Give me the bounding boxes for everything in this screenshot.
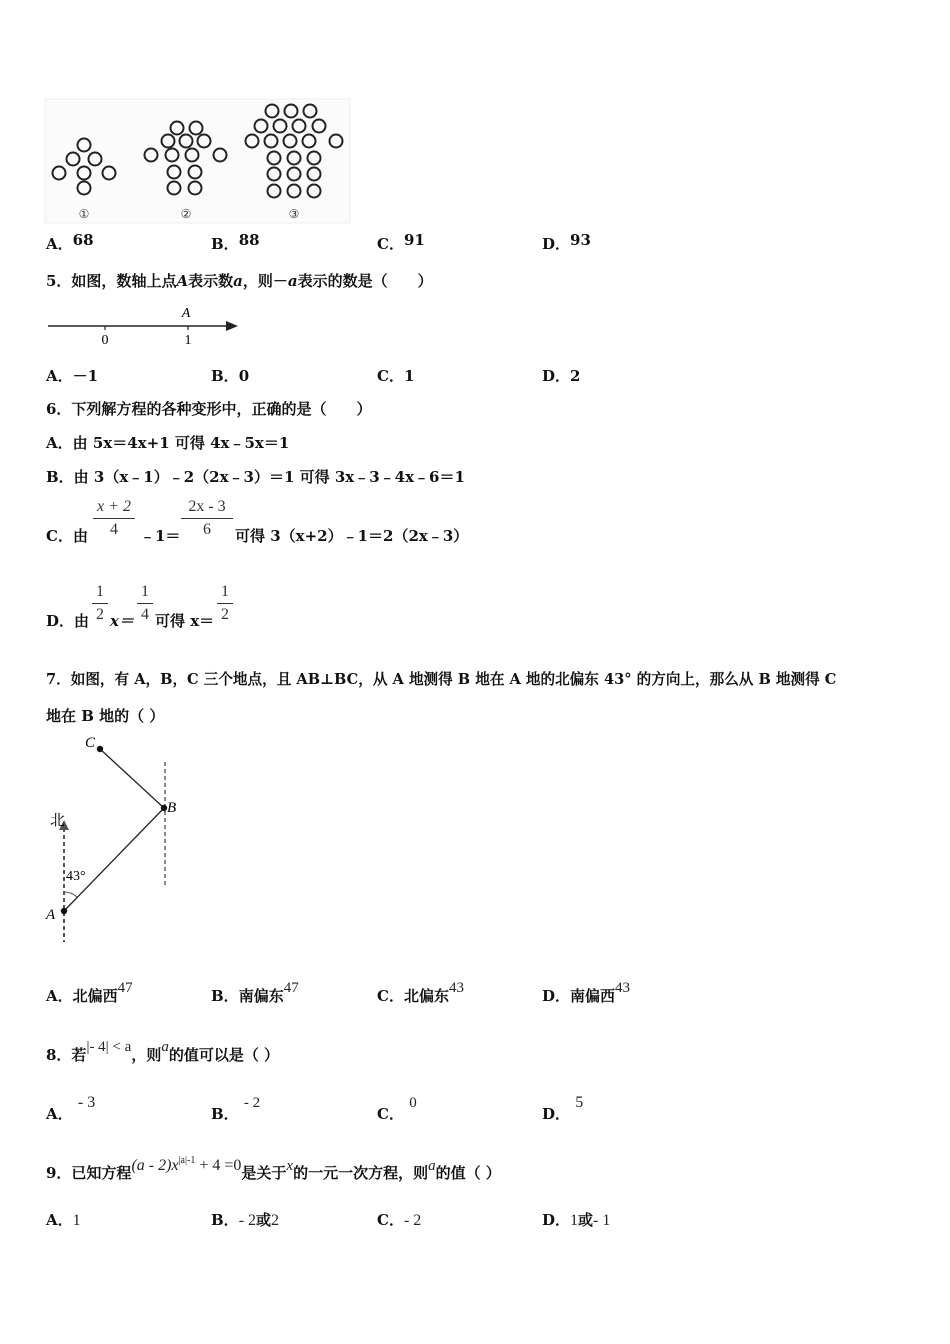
q6-option-b: B．由 3（x﹣1）﹣2（2x﹣3）＝1 可得 3x﹣3﹣4x﹣6＝1 (46, 468, 465, 486)
north-label: 北 (50, 813, 66, 829)
q7-stem-line2: 地在 B 地的（ ） (46, 707, 165, 725)
figure-label-3: ③ (288, 207, 300, 221)
point-a-label: A (46, 907, 56, 923)
q7-option-c: C．北偏东43 (377, 980, 464, 1005)
q6-option-a: A．由 5x＝4x+1 可得 4x﹣5x＝1 (46, 434, 290, 452)
q5-stem: 5．如图，数轴上点A表示数a，则－a表示的数是（ ） (46, 272, 433, 290)
q6-option-c-suffix: 可得 3（x+2）﹣1＝2（2x﹣3） (235, 527, 469, 545)
q6-option-d-mid2: 可得 x＝ (155, 612, 215, 630)
q6-d-fraction-1: 1 2 (92, 583, 108, 624)
q8-inequality: |- 4| < a (86, 1039, 132, 1055)
q9-equation: $(a - 2)x^{|a|-1} + 4 =0$ (131, 1155, 242, 1174)
q6-option-c-prefix: C．由 (46, 527, 88, 545)
q9-stem: 9．已知方程$(a - 2)x^{|a|-1} + 4 =0$是关于x的一元一次方程，则a的值（ ） (46, 1155, 501, 1182)
q6-c-fraction-1: x + 2 4 (93, 498, 135, 539)
q8-option-d: D． 5 (542, 1094, 584, 1123)
q6-option-d-prefix: D．由 (46, 612, 90, 630)
q9-option-a: A．1 (46, 1211, 81, 1229)
q6-d-fraction-3: 1 2 (217, 583, 233, 624)
q6-c-fraction-2: 2x - 3 6 (181, 498, 233, 539)
q6-option-d-mid: x＝ (110, 612, 134, 630)
q7-option-b: B．南偏东47 (211, 980, 299, 1005)
q8-option-c: C． 0 (377, 1095, 417, 1123)
q6-stem: 6．下列解方程的各种变形中，正确的是（ ） (46, 400, 372, 418)
angle-label: 43° (66, 869, 86, 884)
q4-option-a: A．68 (46, 231, 94, 253)
q7-option-a: A．北偏西47 (46, 980, 133, 1005)
q5-option-b: B．0 (211, 367, 250, 385)
q5-option-a: A．－1 (46, 367, 99, 385)
number-line-tick-1: 1 (184, 333, 192, 348)
point-b-label: B (167, 800, 177, 816)
q5-option-c: C．1 (377, 367, 415, 385)
point-c-label: C (85, 735, 96, 751)
q7-stem-line1: 7．如图，有 A，B，C 三个地点，且 AB⊥BC，从 A 地测得 B 地在 A 地的北偏东 43° 的方向上，那么从 B 地测得 C (46, 671, 837, 688)
circle-pattern-figure (44, 98, 354, 226)
figure-label-2: ② (180, 207, 192, 221)
number-line-point-a: A (181, 306, 191, 321)
direction-figure (40, 730, 190, 945)
q5-option-d: D．2 (542, 367, 581, 385)
q7-option-d: D．南偏西43 (542, 980, 631, 1005)
q4-option-d: D．93 (542, 231, 591, 253)
q9-option-c: C．- 2 (377, 1211, 422, 1229)
q6-option-c-mid: ﹣1＝ (140, 527, 181, 545)
q4-option-c: C．91 (377, 231, 425, 253)
q8-stem: 8．若|- 4| < a，则a的值可以是（ ） (46, 1039, 280, 1064)
q9-option-d: D．1或- 1 (542, 1211, 611, 1229)
q9-option-b: B．- 2或2 (211, 1211, 280, 1229)
figure-label-1: ① (78, 207, 90, 221)
number-line-tick-0: 0 (101, 333, 109, 348)
number-line (46, 302, 246, 350)
q8-option-b: B． - 2 (211, 1095, 261, 1123)
q6-d-fraction-2: 1 4 (137, 583, 153, 624)
q4-option-b: B．88 (211, 231, 260, 253)
q8-option-a: A． - 3 (46, 1094, 96, 1123)
